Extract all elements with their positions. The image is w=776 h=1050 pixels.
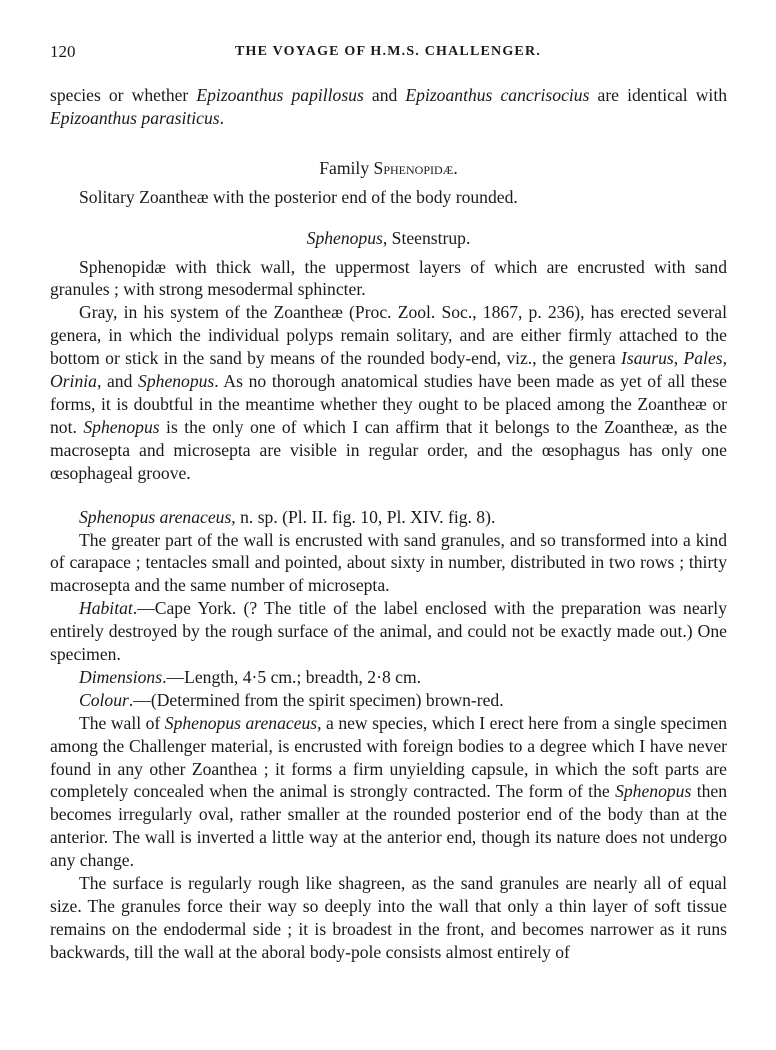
running-title: THE VOYAGE OF H.M.S. CHALLENGER.	[235, 44, 541, 59]
habitat-paragraph: Habitat.—Cape York. (? The title of the label enclosed with the preparation was nearly entirely destroyed by the rough surface of the animal, and could not be exactly made out.) One specimen.	[50, 598, 727, 665]
family-description: Solitary Zoantheæ with the posterior end of the body rounded.	[79, 186, 518, 207]
paragraph-continued: species or whether Epizoanthus papillosus and Epizoanthus cancrisocius are identical with Epizoanthus parasiticus.	[50, 85, 728, 128]
gray-paragraph: Gray, in his system of the Zoantheæ (Proc. Zool. Soc., 1867, p. 236), has erected several genera, in which the individual polyps remain solitary, and are either firmly attached to the bottom or stick in the sand by means of the rounded body-end, viz., the genera Isaurus, Pales, Orinia, and Sphenopus. As no thorough anatomical studies have been made as yet of all these forms, it is doubtful in the meantime whether they ought to be placed among the Zoantheæ or not. Sphenopus is the only one of which I can affirm that it belongs to the Zoantheæ, as the macrosepta and microsepta are visible in regular order, and the œsophagus has only one œsophageal groove.	[50, 302, 728, 483]
surface-paragraph: The surface is regularly rough like shagreen, as the sand granules are nearly all of equal size. The granules force their way so deeply into the wall that only a thin layer of soft tissue remains on the endodermal side ; it is broadest in the front, and becomes narrower as it runs backwards, till the wall at the aboral body-pole consists almost entirely of	[50, 873, 727, 962]
dimensions-paragraph: Dimensions.—Length, 4·5 cm.; breadth, 2·8 cm.	[79, 666, 422, 687]
family-heading: Family Sphenopidæ.	[319, 157, 458, 178]
genus-description: Sphenopidæ with thick wall, the uppermost layers of which are encrusted with sand granules ; with strong mesodermal sphincter.	[50, 256, 727, 300]
page-number: 120	[50, 42, 76, 61]
running-header	[50, 42, 726, 68]
wall-paragraph: The wall of Sphenopus arenaceus, a new species, which I erect here from a single specimen among the Challenger material, is encrusted with foreign bodies to a degree which I have never found in any other Zoanthea ; it forms a firm unyielding capsule, in which the soft parts are completely concealed when the animal is strongly contracted. The form of the Sphenopus then becomes irregularly oval, rather smaller at the rounded posterior end of the body than at the anterior. The wall is inverted a little way at the anterior end, though its nature does not undergo any change.	[50, 712, 727, 871]
genus-heading: Sphenopus, Steenstrup.	[306, 227, 471, 248]
species-heading: Sphenopus arenaceus, n. sp. (Pl. II. fig. 10, Pl. XIV. fig. 8).	[79, 506, 496, 527]
colour-paragraph: Colour.—(Determined from the spirit specimen) brown-red.	[79, 689, 504, 710]
species-description: The greater part of the wall is encrusted with sand granules, and so transformed into a kind of carapace ; tentacles small and pointed, about sixty in number, distributed in two rows ; thirty macrosepta and the same number of microsepta.	[50, 529, 727, 596]
body-text	[50, 84, 727, 964]
